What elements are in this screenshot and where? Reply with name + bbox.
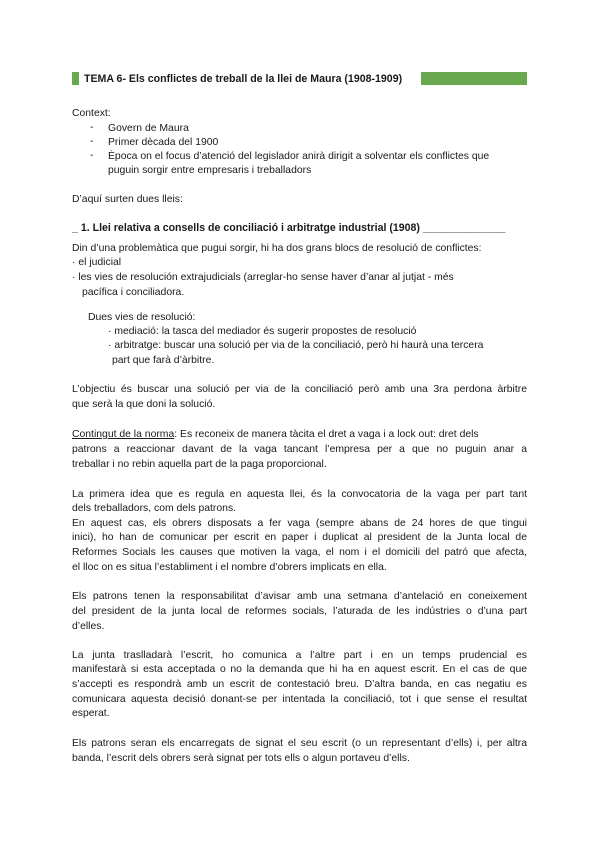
context-bullet-continuation: puguin sorgir entre empresaris i treballadors (108, 165, 312, 176)
paragraph-line: L’objectiu és buscar una solució per via de la conciliació però amb una 3ra perdona àrbitre (72, 384, 527, 395)
context-bullet: Època on el focus d’atenció del legislador anirà dirigit a solventar els conflictes que (108, 151, 490, 162)
paragraph-line: dels treballadors, com dels patrons. (72, 503, 237, 514)
paragraph-line (72, 428, 527, 442)
paragraph-line: En aquest cas, els obrers disposats a fer vaga (sempre abans de 24 hores de que tingui (72, 518, 527, 529)
contingut-text: : Es reconeix de manera tàcita el dret a vaga i a lock out: dret dels (174, 429, 479, 440)
paragraph-line: Els patrons tenen la responsabilitat d’avisar amb una setmana d’antelació en coneixement (72, 591, 527, 602)
paragraph-line: d’elles. (72, 621, 105, 632)
bullet-dash: - (90, 150, 94, 161)
paragraph-line: s’accepti es respondrà amb un escrit de contestació breu. D’altra banda, en cas negatiu es (72, 679, 527, 690)
paragraph-line: La primera idea que es regula en aquesta llei, és la convocatoria de la vaga per part tant (72, 489, 527, 500)
context-bullet: Primer dècada del 1900 (108, 137, 219, 148)
paragraph-line: Els patrons seran els encarregats de signat el seu escrit (o un representant d’ells) i, per altra (72, 738, 527, 749)
section-line: pacífica i conciliadora. (82, 287, 185, 298)
vies-label: Dues vies de resolució: (88, 312, 196, 323)
section-heading: _ 1. Llei relativa a consells de conciliació i arbitratge industrial (1908) ______________ (72, 222, 506, 234)
paragraph-line: del president de la junta local de reformes socials, l’aturada de les indústries o d’una part (72, 606, 527, 617)
title-accent-right (421, 72, 527, 85)
paragraph-line: el lloc on es situa l’establiment i el nombre d’obrers implicats en ella. (72, 562, 387, 573)
paragraph-line: treballar i no rebin aquella part de la paga proporcional. (72, 459, 327, 470)
paragraph-line: La junta traslladarà l’escrit, ho comunica a l’altre part i en un temps prudencial es (72, 650, 527, 661)
paragraph-line: patrons a reaccionar davant de la vaga tancant l’empresa per a que no puguin anar a (72, 444, 527, 455)
paragraph-line: inici), ho han de comunicar per escrit en paper i duplicat al president de la Junta local de (72, 532, 527, 543)
paragraph-line: comunicara aquesta decisió donant-se per intentada la conciliació, tot i que sense el resultat (72, 694, 527, 705)
page-title: TEMA 6- Els conflictes de treball de la llei de Maura (1908-1909) (84, 73, 403, 85)
title-accent-left (72, 72, 79, 85)
bullet-dash: - (90, 136, 94, 147)
contingut-label: Contingut de la norma (72, 429, 175, 440)
context-bullet: Govern de Maura (108, 123, 189, 134)
via-item: part que farà d’àrbitre. (112, 355, 215, 366)
section-line: · el judicial (72, 257, 122, 268)
context-label: Context: (72, 108, 111, 119)
paragraph-line: que serà la que doni la solució. (72, 399, 216, 410)
via-item: · mediació: la tasca del mediador és sugerir propostes de resolució (108, 326, 417, 337)
bullet-dash: - (90, 122, 94, 133)
paragraph-line: manifestarà si esta acceptada o no la demanda que hi ha en aquest escrit. En el cas de que (72, 664, 527, 675)
section-line: · les vies de resolución extrajudicials (arreglar-ho sense haver d’anar al jutjat - més (72, 272, 454, 283)
paragraph-line: banda, l’escrit dels obrers serà signat per tots ells o algun portaveu d’ells. (72, 753, 410, 764)
via-item: · arbitratge: buscar una solució per via de la conciliació, però hi haurà una tercera (108, 340, 484, 351)
paragraph-line: esperat. (72, 708, 110, 719)
section-line: Din d’una problemàtica que pugui sorgir, hi ha dos grans blocs de resolució de conflictes: (72, 243, 482, 254)
intro-text: D’aquí surten dues lleis: (72, 194, 183, 205)
paragraph-line: Reformes Socials les causes que motiven la vaga, el nom i el domicili del patró que afecta, (72, 547, 527, 558)
